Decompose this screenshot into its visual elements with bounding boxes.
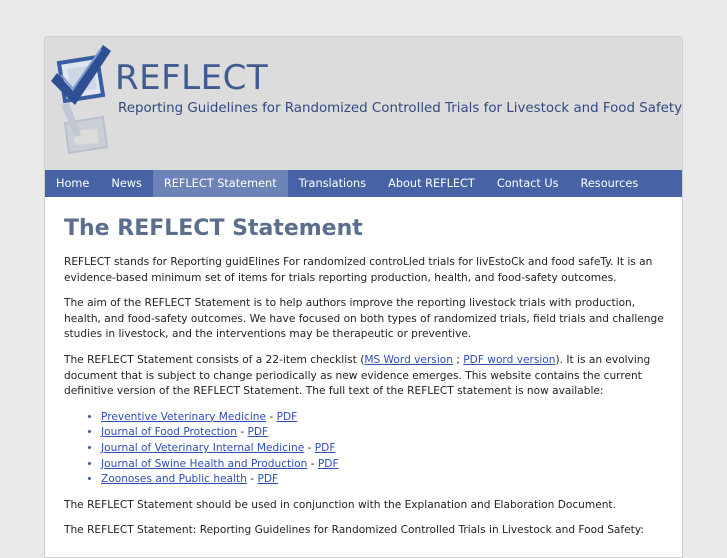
nav-item-home[interactable]: Home [56,177,90,190]
list-item [101,410,664,426]
journal-separator: - [304,441,315,454]
journal-separator: - [266,410,277,423]
pdf-link[interactable]: PDF [257,473,279,486]
brand-name: REFLECT [115,58,269,98]
nav-item-translations[interactable]: Translations [298,177,367,190]
pdf-link[interactable]: PDF [317,457,339,470]
list-item [101,441,664,457]
page-title: The REFLECT Statement [64,216,363,241]
journal-list [64,410,664,488]
ms-word-version-link[interactable]: MS Word version [364,353,453,366]
site-tagline: Reporting Guidelines for Randomized Controlled Trials for Livestock and Food Safety [118,101,683,116]
checklist-separator: ; [452,353,464,366]
checklist-paragraph [64,353,664,400]
nav-item-reflect-statement[interactable]: REFLECT Statement [153,170,288,197]
page [44,36,683,558]
nav-item-about-reflect[interactable]: About REFLECT [388,177,475,190]
journal-separator: - [246,473,258,486]
journal-link[interactable]: Journal of Veterinary Internal Medicine [101,441,305,454]
pdf-link[interactable]: PDF [314,441,336,454]
nav-item-contact-us[interactable]: Contact Us [496,177,559,190]
journal-separator: - [307,457,318,470]
closing-paragraph: The REFLECT Statement: Reporting Guidelines for Randomized Controlled Trials in Livestock and Food Safety: [64,524,644,537]
journal-link[interactable]: Journal of Swine Health and Production [101,457,308,470]
nav-item-news[interactable]: News [111,177,142,190]
main-content [64,215,664,549]
aim-paragraph: The aim of the REFLECT Statement is to help authors improve the reporting livestock trials with production, health, and food-safety outcomes. We have focused on both types of randomized trials, field trials and challenge studies in livestock, and the interventions may be therapeutic or preventive. [64,297,664,341]
checklist-text-after: ). It is an evolving document that is subject to change periodically as new evidence emerges. This website contains the current definitive version of the REFLECT Statement. The full text of the REFLECT statement is now available: [64,353,651,398]
pdf-word-version-link[interactable]: PDF word version [463,353,556,366]
list-item [101,457,664,473]
journal-link[interactable]: Zoonoses and Public health [101,473,247,486]
conjunction-paragraph: The REFLECT Statement should be used in conjunction with the Explanation and Elaboration Document. [64,498,616,511]
journal-link[interactable]: Preventive Veterinary Medicine [101,410,267,423]
intro-paragraph: REFLECT stands for Reporting guidElines For randomized controLled trials for livEstoCk and food safeTy. It is an evidence-based minimum set of items for trials reporting production, health, and food-safety outcomes. [64,256,653,284]
pdf-link[interactable]: PDF [276,410,298,423]
journal-separator: - [236,426,248,439]
site-header [45,37,682,171]
list-item [101,472,664,488]
checklist-text-before: The REFLECT Statement consists of a 22-item checklist ( [64,353,365,366]
nav-item-resources[interactable]: Resources [580,177,639,190]
list-item [101,425,664,441]
main-nav [45,170,682,197]
journal-link[interactable]: Journal of Food Protection [101,426,237,439]
pdf-link[interactable]: PDF [247,426,269,439]
checkmark-box-logo-icon[interactable] [51,39,123,167]
